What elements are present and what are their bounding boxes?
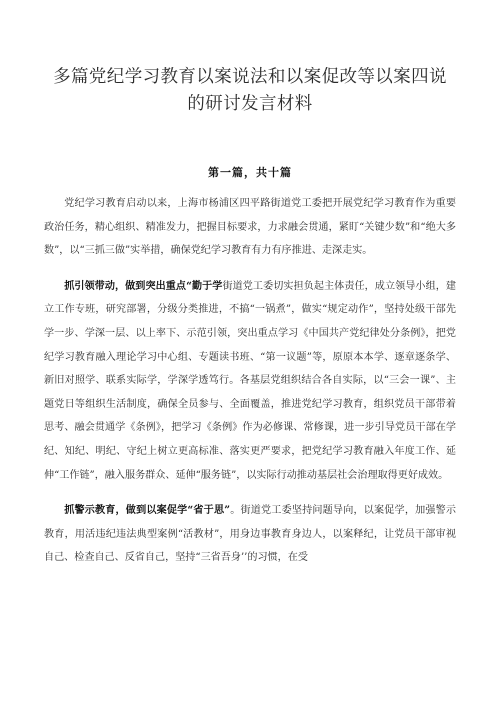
paragraph-lead: 抓警示教育，做到以案促学“省于思” bbox=[64, 505, 231, 517]
section-heading: 第一篇，共十篇 bbox=[208, 166, 292, 179]
document-title bbox=[44, 64, 456, 118]
paragraph-warning-education bbox=[44, 499, 456, 570]
paragraph-body: 。街道党工委坚持问题导向，以案促学，加强警示教育，用活违纪违法典型案例“活教材”，用身边事教育身边人，以案释纪，让党员干部审视自己、检查自己、反省自己，坚持“三省吾身’’的习惯，在受 bbox=[44, 505, 456, 564]
paragraph-body: 街道党工委切实担负起主体责任，成立领导小组，建立工作专班，研究部署，分级分类推进，不搞“一锅煮”，做实“规定动作”，坚持处级干部先学一步、学深一层、以上率下、示范引领，突出重点学习《中国共产党纪律处分条例》，把党纪学习教育融入理论学习中心组、专题读书班、“第一议题”等，原原本本学、逐章逐条学、新旧对照学、联系实际学，学深学透笃行。各基层党组织结合各自实际，以“三会一课”、主题党日等组织生活制度，确保全员参与、全面覆盖，推进党纪学习教育，组织党员干部带着思考、融会贯通学《条例》，把学习《条例》作为必修课、常修课，进一步引导党员干部在学纪、知纪、明纪、守纪上树立更高标准、落实更严要求，把党纪学习教育融入年度工作、延伸“工作链”，融入服务群众、延伸“服务链”，以实际行动推动基层社会治理取得更好成效。 bbox=[44, 280, 457, 481]
title-line-1: 多篇党纪学习教育以案说法和以案促改等以案四说 bbox=[53, 67, 447, 87]
paragraph-body: 党纪学习教育启动以来，上海市杨浦区四平路街道党工委把开展党纪学习教育作为重要政治任务，精心组织、精准发力，把握目标要求，力求融会贯通，紧盯“关键少数”和“绝大多数”，以“三抓三做”实举措，确保党纪学习教育有力有序推进、走深走实。 bbox=[44, 198, 456, 257]
title-line-2: 的研讨发言材料 bbox=[187, 94, 313, 114]
paragraph-intro bbox=[44, 192, 456, 263]
paragraph-lead: 抓引领带动，做到突出重点“勤于学 bbox=[64, 280, 223, 292]
paragraph-guidance bbox=[44, 275, 456, 487]
